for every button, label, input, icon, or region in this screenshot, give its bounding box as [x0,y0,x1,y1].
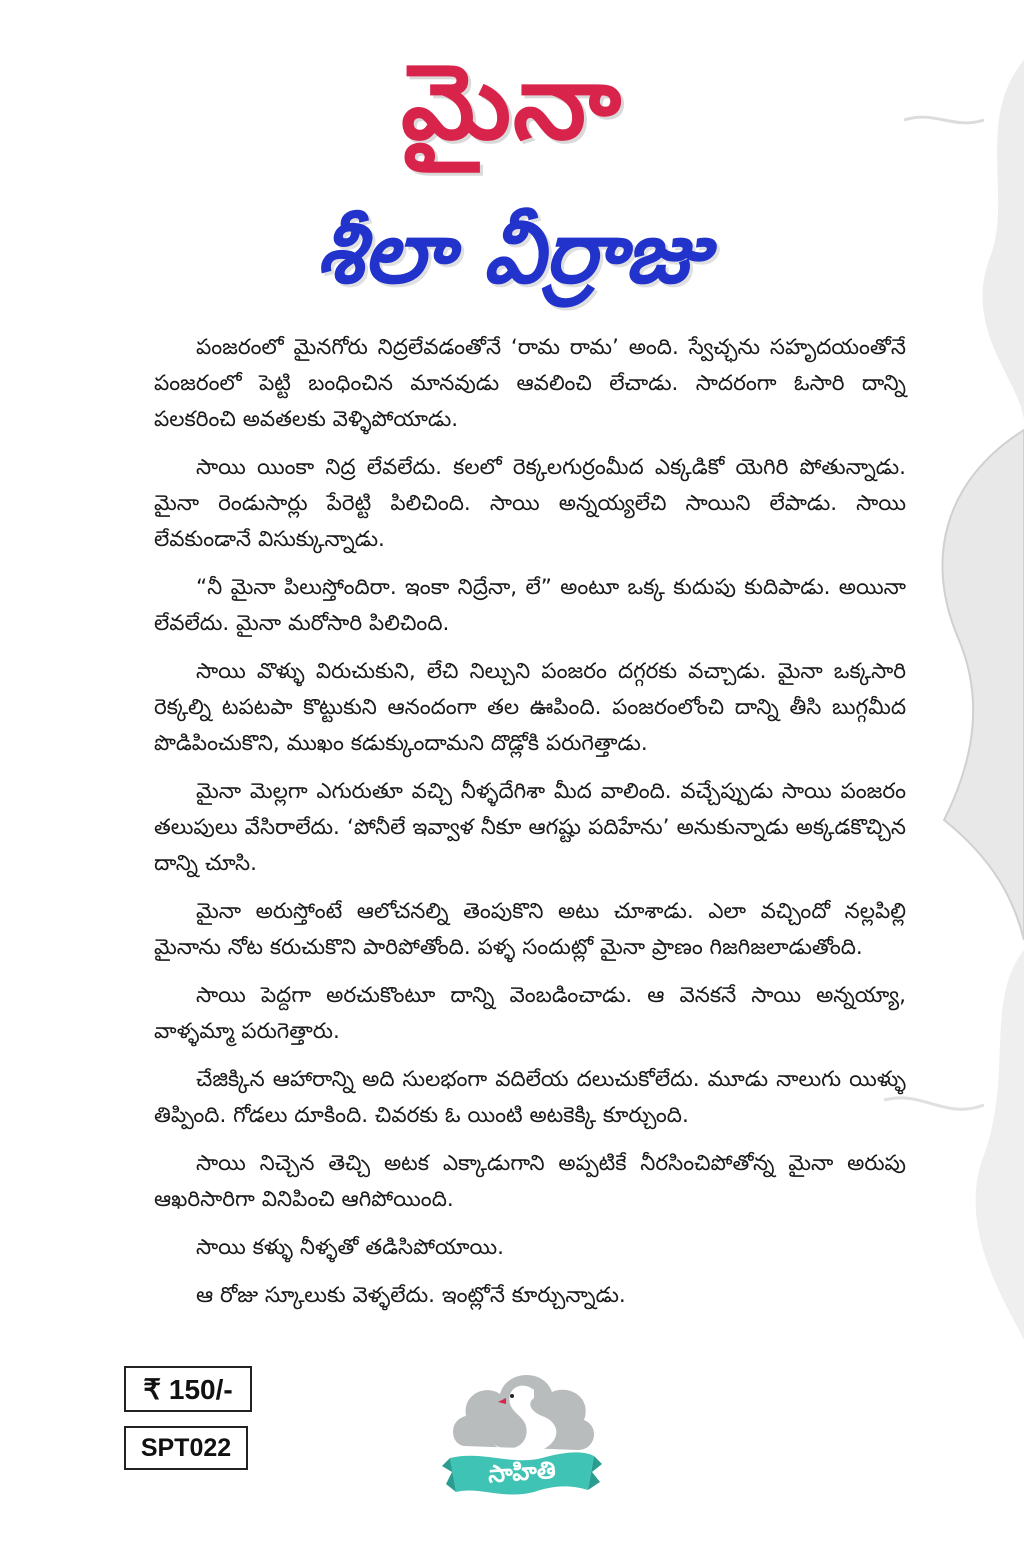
story-paragraph: చేజిక్కిన ఆహారాన్ని అది సులభంగా వదిలేయ దలుచుకోలేదు. మూడు నాలుగు యిళ్ళు తిప్పింది. గోడలు దూకింది. చివరకు ఓ యింటి అటకెక్కి కూర్చుంది. [154,1067,906,1128]
story-paragraph: సాయి యింకా నిద్ర లేవలేదు. కలలో రెక్కలగుర్రంమీద ఎక్కడికో యెగిరి పోతున్నాడు. మైనా రెండుసార్లు పేరెట్టి పిలిచింది. సాయి అన్నయ్యలేచి సాయిని లేపాడు. సాయి లేవకుండానే విసుక్కున్నాడు. [154,455,906,552]
story-paragraph: సాయి నిచ్చెన తెచ్చి అటక ఎక్కాడుగాని అప్పటికే నీరసించిపోతోన్న మైనా అరుపు ఆఖరిసారిగా వినిపించి ఆగిపోయింది. [154,1151,906,1212]
story-paragraph: సాయి కళ్ళు నీళ్ళతో తడిసిపోయాయి. [196,1235,505,1260]
price-tag: ₹ 150/- [124,1366,252,1412]
story-paragraph: పంజరంలో మైనగోరు నిద్రలేవడంతోనే ‘రామ రామ’ అంది. స్వేచ్ఛను సహృదయంతోనే పంజరంలో పెట్టి బంధించిన మానవుడు ఆవలించి లేచాడు. సాదరంగా ఓసారి దాన్ని పలకరించి అవతలకు వెళ్ళిపోయాడు. [154,335,906,432]
story-paragraph: సాయి వొళ్ళు విరుచుకుని, లేచి నిల్చుని పంజరం దగ్గరకు వచ్చాడు. మైనా ఒక్కసారి రెక్కల్ని టపటపా కొట్టుకుని ఆనందంగా తల ఊపింది. పంజరంలోంచి దాన్ని తీసి బుగ్గమీద పొడిపించుకొని, ముఖం కడుక్కుందామని దొడ్లోకి పరుగెత్తాడు. [154,659,906,756]
story-text [154,330,906,1326]
publisher-logo [442,1354,602,1504]
publisher-name: సాహితి [487,1455,557,1489]
catalog-code: SPT022 [124,1426,248,1470]
story-paragraph: మైనా అరుస్తోంటే ఆలోచనల్ని తెంపుకొని అటు చూశాడు. ఎలా వచ్చిందో నల్లపిల్లి మైనాను నోట కరుచుకొని పారిపోతోంది. పళ్ళ సందుట్లో మైనా ప్రాణం గిజగిజలాడుతోంది. [154,899,906,960]
book-title: మైనా [400,41,624,163]
story-paragraph: “నీ మైనా పిలుస్తోందిరా. ఇంకా నిద్రేనా, లే” అంటూ ఒక్క కుదుపు కుదిపాడు. అయినా లేవలేదు. మైనా మరోసారి పిలిచింది. [154,575,906,636]
story-paragraph: సాయి పెద్దగా అరచుకొంటూ దాన్ని వెంబడించాడు. ఆ వెనకనే సాయి అన్నయ్యా, వాళ్ళమ్మా పరుగెత్తారు. [154,983,906,1044]
story-paragraph: మైనా మెల్లగా ఎగురుతూ వచ్చి నీళ్ళదేగిశా మీద వాలింది. వచ్చేప్పుడు సాయి పంజరం తలుపులు వేసిరాలేదు. ‘పోనీలే ఇవ్వాళ నీకూ ఆగష్టు పదిహేను’ అనుకున్నాడు అక్కడకొచ్చిన దాన్ని చూసి. [154,779,906,876]
book-author: శీలా వీర్రాజు [315,203,709,303]
story-paragraph: ఆ రోజు స్కూలుకు వెళ్ళలేదు. ఇంట్లోనే కూర్చున్నాడు. [196,1283,626,1308]
